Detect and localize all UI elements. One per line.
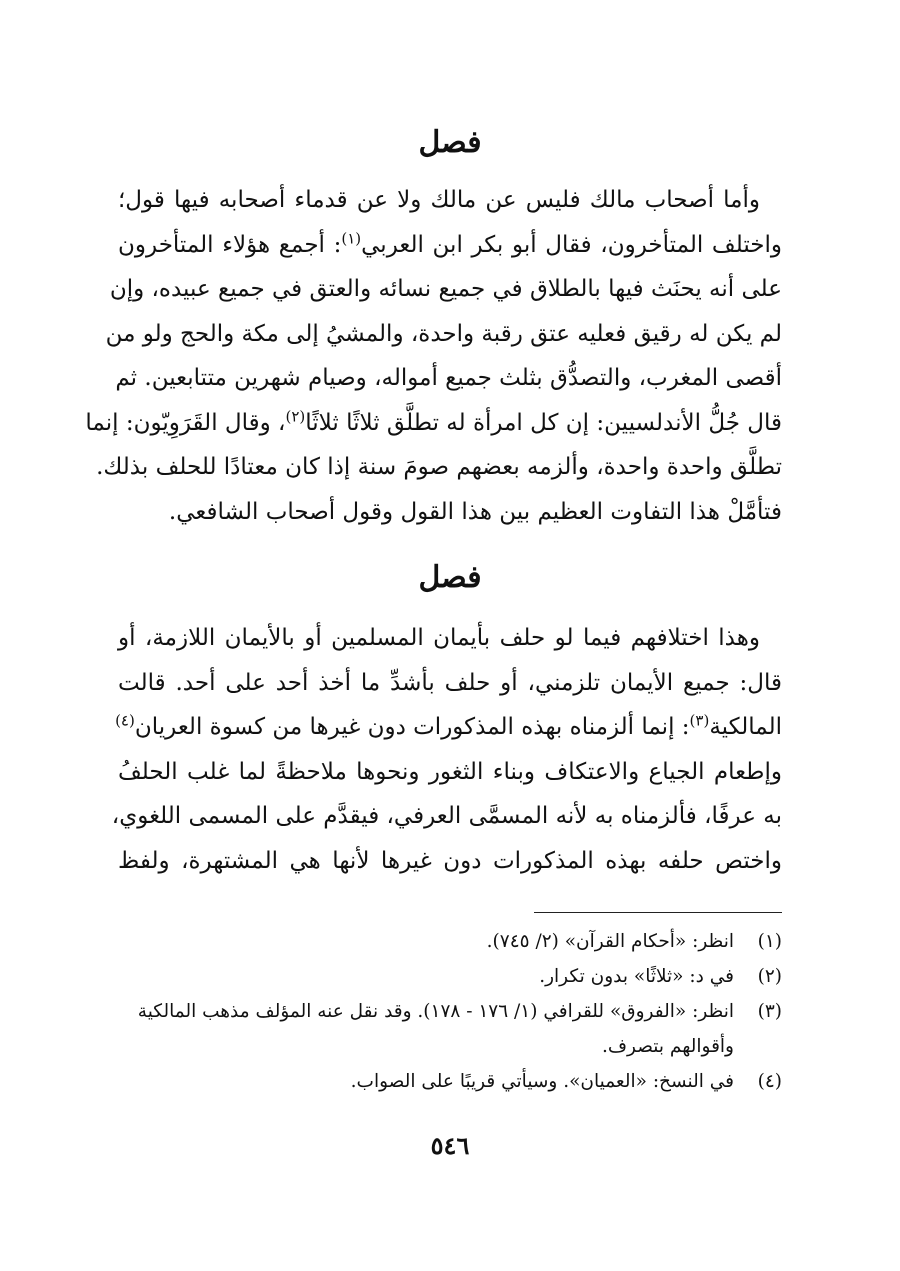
text-line: فتأمَّلْ هذا التفاوت العظيم بين هذا القول وقول أصحاب الشافعي. bbox=[168, 498, 782, 525]
footnote-text: انظر: «أحكام القرآن» (٢/ ٧٤٥). bbox=[486, 931, 734, 952]
footnote-text: في د: «ثلاثًا» بدون تكرار. bbox=[539, 966, 734, 987]
text-segment: المالكية bbox=[709, 714, 782, 740]
section-heading-1: فصل bbox=[418, 125, 482, 160]
text-line bbox=[118, 223, 782, 268]
footnote-number: (١) bbox=[757, 931, 782, 952]
section-2-body bbox=[111, 616, 782, 883]
text-line bbox=[115, 705, 782, 750]
footnote-ref: (١) bbox=[341, 228, 362, 247]
text-line: وهذا اختلافهم فيما لو حلف بأيمان المسلمين أو بالأيمان اللازمة، أو bbox=[118, 625, 760, 651]
text-line: وإطعام الجياع والاعتكاف وبناء الثغور ونحوها ملاحظةً لما غلب الحلفُ bbox=[118, 758, 782, 785]
footnote-continuation: وأقوالهم بتصرف. bbox=[601, 1036, 734, 1057]
footnote-text: انظر: «الفروق» للقرافي (١/ ١٧٦ - ١٧٨). وقد نقل عنه المؤلف مذهب المالكية bbox=[137, 1001, 734, 1022]
footnote-item bbox=[110, 924, 782, 959]
footnote-item bbox=[110, 959, 782, 994]
footnote-ref: (٣) bbox=[689, 711, 710, 730]
text-segment: ، وقال القَرَوِيّون: إنما bbox=[85, 409, 286, 436]
text-line: أقصى المغرب، والتصدُّق بثلث جميع أمواله، وصيام شهرين متتابعين. ثم bbox=[115, 365, 782, 391]
text-line bbox=[85, 401, 782, 446]
text-segment: : إنما ألزمناه بهذه المذكورات دون غيرها من كسوة العريان bbox=[134, 714, 690, 740]
text-line: على أنه يحنَث فيها بالطلاق في جميع نسائه والعتق في جميع عبيده، وإن bbox=[109, 276, 782, 302]
section-1-body bbox=[85, 178, 782, 534]
footnote-number: (٣) bbox=[757, 1001, 782, 1022]
footnote-ref: (٢) bbox=[285, 406, 306, 425]
footnote-item bbox=[110, 1064, 782, 1099]
page-number: ٥٤٦ bbox=[430, 1131, 470, 1160]
text-line: تطلَّق واحدة واحدة، وألزمه بعضهم صومَ سنة إذا كان معتادًا للحلف بذلك. bbox=[96, 454, 782, 480]
footnote-number: (٤) bbox=[757, 1071, 782, 1092]
text-line: لم يكن له رقيق فعليه عتق رقبة واحدة، والمشيُ إلى مكة والحج ولو من bbox=[105, 320, 782, 347]
text-line: قال: جميع الأيمان تلزمني، أو حلف بأشدِّ ما أخذ أحد على أحد. قالت bbox=[118, 669, 782, 696]
footnote-separator bbox=[534, 912, 782, 913]
footnote-text: في النسخ: «العميان». وسيأتي قريبًا على الصواب. bbox=[350, 1071, 734, 1092]
section-heading-2: فصل bbox=[418, 560, 482, 595]
text-segment: واختلف المتأخرون، فقال أبو بكر ابن العربي bbox=[361, 231, 782, 258]
text-line: وأما أصحاب مالك فليس عن مالك ولا عن قدماء أصحابه فيها قول؛ bbox=[118, 187, 760, 213]
footnotes bbox=[110, 924, 782, 1099]
text-line: واختص حلفه بهذه المذكورات دون غيرها لأنها هي المشتهرة، ولفظ bbox=[118, 847, 782, 874]
text-segment: : أجمع هؤلاء المتأخرون bbox=[118, 231, 342, 258]
footnote-item bbox=[110, 994, 782, 1029]
footnote-ref: (٤) bbox=[115, 711, 135, 730]
text-segment: قال جُلُّ الأندلسيين: إن كل امرأة له تطلَّق ثلاثًا ثلاثًا bbox=[305, 409, 782, 436]
footnote-number: (٢) bbox=[757, 966, 782, 987]
text-line: به عرفًا، فألزمناه به لأنه المسمَّى العرفي، فيقدَّم على المسمى اللغوي، bbox=[111, 803, 782, 829]
